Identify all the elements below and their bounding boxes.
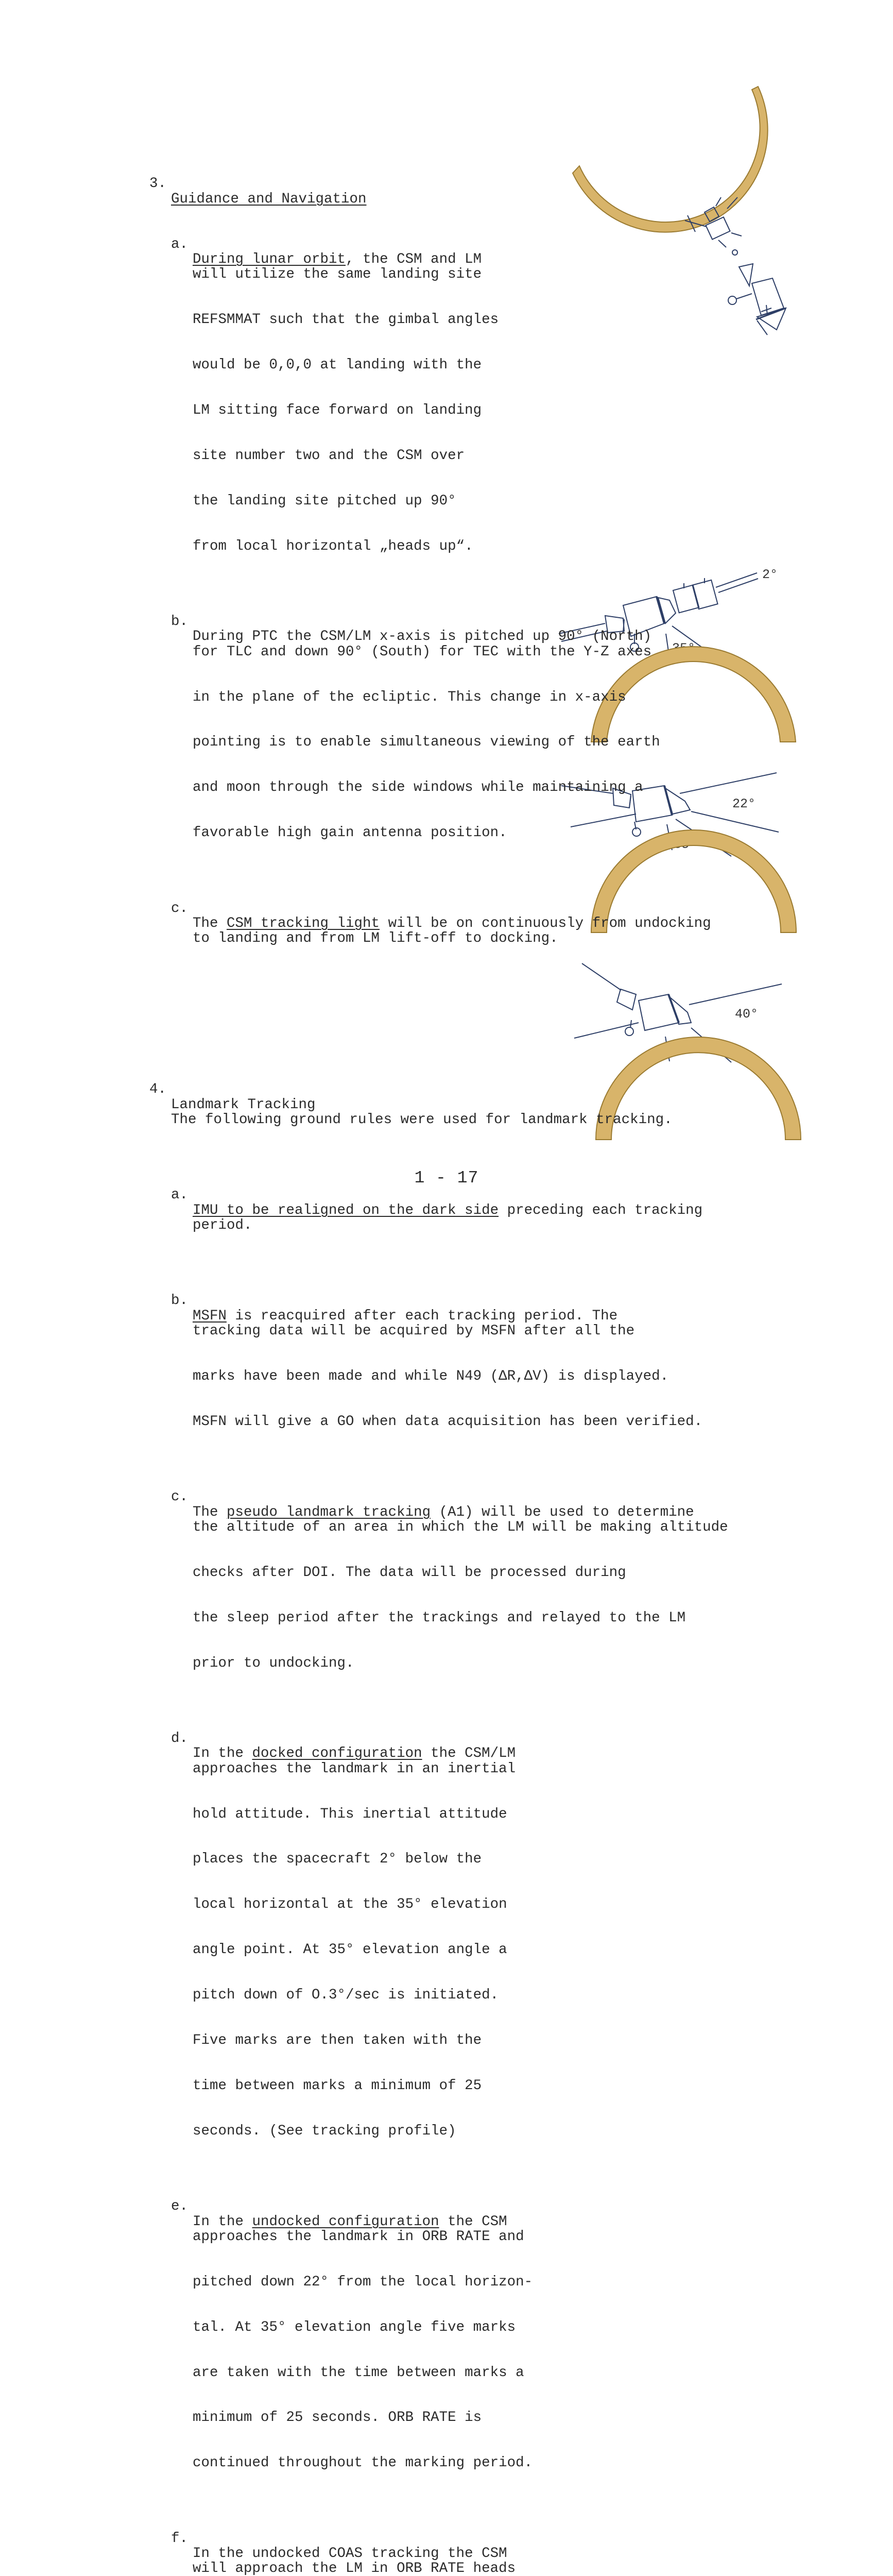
item-3b — [149, 599, 767, 645]
item-marker: d. — [171, 1731, 188, 1747]
item-marker: e. — [171, 2198, 188, 2215]
item-4b — [149, 1278, 767, 1324]
underlined-term: docked configuration — [252, 1745, 422, 1762]
item-marker: a. — [171, 236, 188, 252]
item-line: to landing and from LM lift-off to docking. — [193, 930, 558, 947]
item-line: time between marks a minimum of 25 — [193, 2077, 482, 2094]
section-title: Guidance and Navigation — [171, 191, 367, 207]
item-text-post: the CSM/LM — [422, 1745, 516, 1762]
item-line: pitched down 22° from the local horizon- — [193, 2274, 533, 2290]
item-4d — [149, 1716, 767, 1762]
item-line: marks have been made and while N49 (ΔR,ΔV) is displayed. — [193, 1368, 669, 1384]
item-4c — [149, 1475, 767, 1520]
item-line: pointing is to enable simultaneous viewing of the earth — [193, 734, 660, 751]
item-line: for TLC and down 90° (South) for TEC with the Y-Z axes — [193, 643, 652, 660]
section-title: Landmark Tracking — [171, 1096, 316, 1113]
item-4e — [149, 2184, 767, 2230]
item-marker: b. — [171, 614, 188, 630]
page-body — [149, 101, 767, 2576]
item-line: tracking data will be acquired by MSFN after all the — [193, 1323, 635, 1340]
item-text-post: is reacquired after each tracking period. The — [227, 1308, 618, 1324]
item-line: and moon through the side windows while maintaining a — [193, 779, 643, 796]
item-line: will approach the LM in ORB RATE heads — [193, 2561, 516, 2576]
item-text: , the CSM and LM — [346, 251, 482, 267]
item-line: seconds. (See tracking profile) — [193, 2123, 456, 2139]
item-line: period. — [193, 1217, 252, 1233]
item-line: REFSMMAT such that the gimbal angles — [193, 312, 499, 328]
section-number: 3. — [149, 176, 167, 192]
item-line: the landing site pitched up 90° — [193, 493, 456, 509]
section-number: 4. — [149, 1081, 167, 1098]
item-line: tal. At 35° elevation angle five marks — [193, 2319, 516, 2335]
angle-label-22: 22° — [732, 796, 756, 811]
item-text-post: the CSM — [439, 2213, 507, 2230]
item-text: In the undocked COAS tracking the CSM — [193, 2546, 507, 2562]
underlined-term: During lunar orbit — [193, 251, 346, 267]
item-line: site number two and the CSM over — [193, 447, 465, 464]
angle-label-40: 40° — [735, 1007, 759, 1022]
underlined-term: undocked configuration — [252, 2213, 439, 2230]
item-marker: f. — [171, 2530, 188, 2547]
item-line: approaches the landmark in an inertial — [193, 1760, 516, 1777]
item-text: During PTC the CSM/LM x-axis is pitched up 90° (North) — [193, 629, 652, 645]
item-line: pitch down of O.3°/sec is initiated. — [193, 1987, 499, 2004]
item-line: angle point. At 35° elevation angle a — [193, 1942, 507, 1958]
section-4-heading — [149, 1067, 767, 1113]
item-line: checks after DOI. The data will be processed during — [193, 1564, 626, 1581]
item-line: places the spacecraft 2° below the — [193, 1851, 482, 1868]
underlined-term: MSFN — [193, 1308, 227, 1324]
item-line: the altitude of an area in which the LM will be making altitude — [193, 1519, 728, 1535]
item-line: prior to undocking. — [193, 1655, 354, 1671]
section-3-heading — [149, 161, 767, 207]
section-intro: The following ground rules were used for landmark tracking. — [171, 1111, 673, 1128]
item-text-pre: In the — [193, 1745, 252, 1762]
item-line: approaches the landmark in ORB RATE and — [193, 2228, 524, 2245]
item-line: MSFN will give a GO when data acquisition has been verified. — [193, 1413, 703, 1430]
item-marker: c. — [171, 900, 188, 917]
item-text-post: (A1) will be used to determine — [431, 1504, 694, 1520]
item-line: are taken with the time between marks a — [193, 2364, 524, 2381]
item-line: will utilize the same landing site — [193, 266, 482, 283]
item-line: favorable high gain antenna position. — [193, 825, 507, 841]
item-line: the sleep period after the trackings and relayed to the LM — [193, 1609, 686, 1626]
item-text-pre: The — [193, 1504, 227, 1520]
underlined-term: pseudo landmark tracking — [227, 1504, 431, 1520]
item-3a — [149, 222, 767, 267]
item-line: in the plane of the ecliptic. This change in x-axis — [193, 689, 626, 705]
item-line: LM sitting face forward on landing — [193, 402, 482, 418]
item-line: Five marks are then taken with the — [193, 2032, 482, 2048]
item-text-pre: The — [193, 916, 227, 932]
underlined-term: CSM tracking light — [227, 916, 380, 932]
item-line: local horizontal at the 35° elevation — [193, 1896, 507, 1913]
item-marker: b. — [171, 1293, 188, 1309]
item-line: from local horizontal „heads up“. — [193, 538, 473, 554]
item-3c — [149, 886, 767, 932]
item-text-post: will be on continuously from undocking — [380, 916, 711, 932]
item-marker: c. — [171, 1489, 188, 1505]
item-text-post: preceding each tracking — [499, 1202, 703, 1218]
angle-label-2: 2° — [762, 567, 778, 582]
item-line: hold attitude. This inertial attitude — [193, 1806, 507, 1822]
page-number: 1 - 17 — [414, 1168, 479, 1188]
item-marker: a. — [171, 1187, 188, 1204]
item-line: minimum of 25 seconds. ORB RATE is — [193, 2410, 482, 2426]
item-line: would be 0,0,0 at landing with the — [193, 357, 482, 374]
item-line: continued throughout the marking period. — [193, 2455, 533, 2471]
underlined-term: IMU to be realigned on the dark side — [193, 1202, 499, 1218]
item-text-pre: In the — [193, 2213, 252, 2230]
item-4f — [149, 2516, 767, 2562]
